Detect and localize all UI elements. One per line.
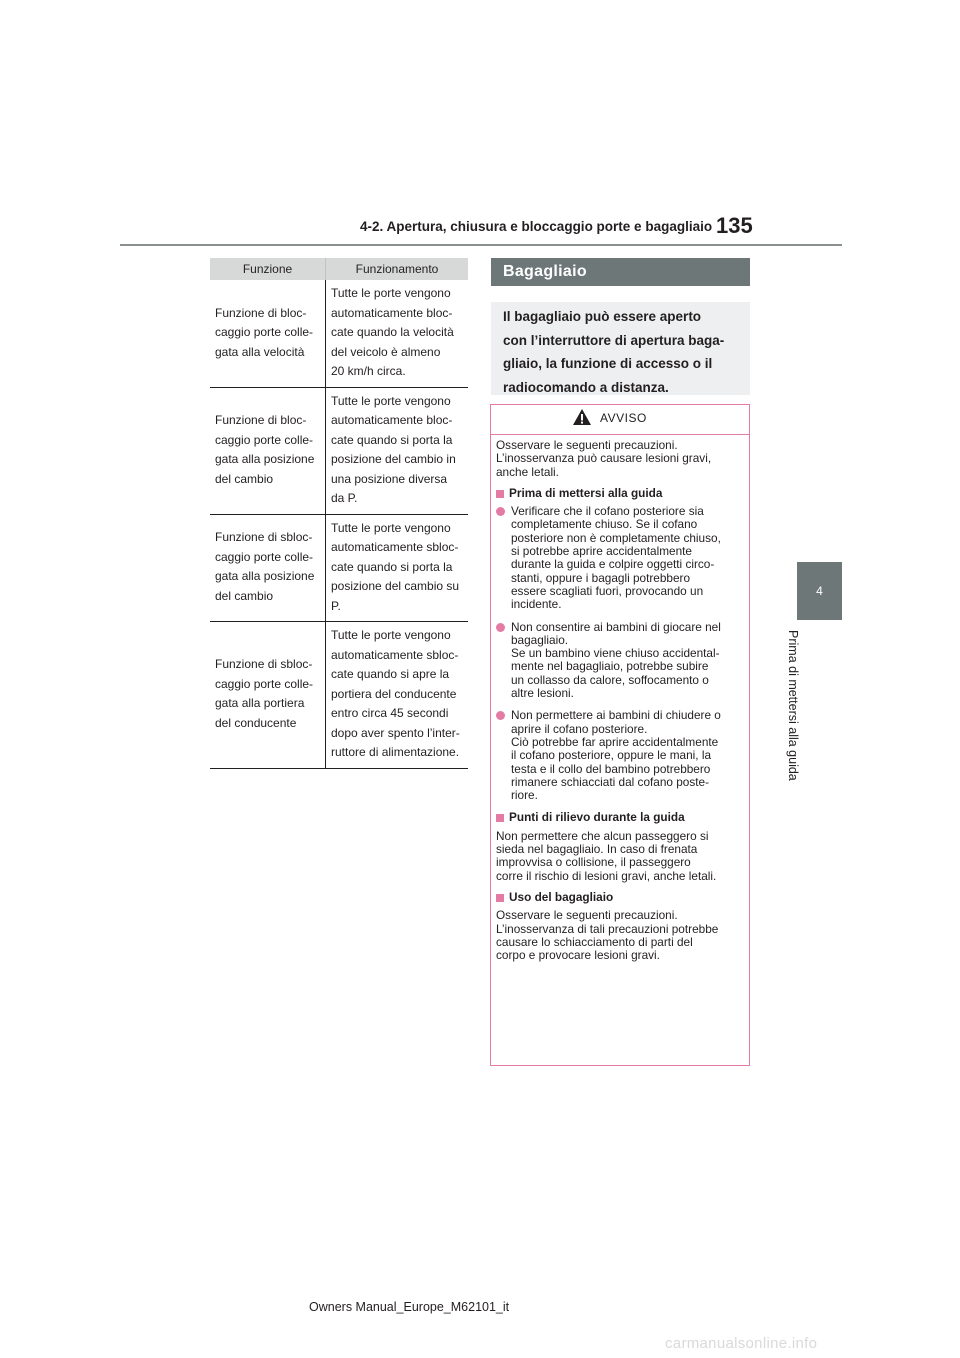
header-rule [120, 244, 842, 246]
table-row [210, 622, 468, 769]
bullet-item [496, 621, 743, 701]
table-cell-operation: Tutte le porte vengono automaticamente bloc- cate quando la velocità del veicolo è almeno 20 km/h circa. [326, 280, 469, 387]
table-cell-function: Funzione di bloc- caggio porte colle- gata alla posizione del cambio [210, 387, 326, 514]
table-row [210, 514, 468, 622]
circle-bullet-icon [496, 711, 505, 720]
document-id: Owners Manual_Europe_M62101_it [309, 1300, 510, 1314]
table-cell-function: Funzione di bloc- caggio porte colle- gata alla velocità [210, 280, 326, 387]
bullet-text: Non permettere ai bambini di chiudere o aprire il cofano posteriore. Ciò potrebbe far aprire accidentalmente il cofano posteriore, oppure le mani, la testa e il collo del bambino potrebbero rimanere schiacciati dal cofano poste- riore. [511, 708, 721, 803]
door-lock-function-table [210, 258, 468, 769]
chapter-side-label [782, 630, 806, 800]
warning-paragraph: Osservare le seguenti precauzioni. L’inosservanza di tali precauzioni potrebbe causare lo schiacciamento di parti del corpo e provocare lesioni gravi. [496, 908, 719, 963]
square-bullet-icon [496, 894, 504, 902]
square-bullet-icon [496, 490, 504, 498]
table-cell-function: Funzione di sbloc- caggio porte colle- gata alla posizione del cambio [210, 514, 326, 622]
table-header-row [210, 258, 468, 280]
warning-lead: Osservare le seguenti precauzioni. L’inosservanza può causare lesioni gravi, anche letali. [496, 438, 712, 479]
warning-triangle-icon [572, 408, 592, 426]
chapter-tab [797, 562, 842, 620]
table-row [210, 387, 468, 514]
warning-header [491, 405, 749, 435]
subheading [496, 487, 743, 500]
warning-title: AVVISO [600, 411, 647, 425]
section-heading: Bagagliaio [491, 258, 750, 286]
bullet-text: Verificare che il cofano posteriore sia completamente chiuso. Se il cofano posteriore non è completamente chiuso, si potrebbe aprire accidentalmente durante la guida e colpire oggetti circo- stanti, oppure i bagagli potrebbero essere scagliati fuori, provocando un incidente. [511, 504, 721, 612]
table-cell-operation: Tutte le porte vengono automaticamente bloc- cate quando si porta la posizione del cambio in una posizione diversa da P. [326, 387, 469, 514]
chapter-title: Prima di mettersi alla guida [786, 630, 800, 781]
column-header-function: Funzione [210, 258, 326, 280]
section-title: 4-2. Apertura, chiusura e bloccaggio porte e bagagliaio [360, 219, 713, 234]
circle-bullet-icon [496, 507, 505, 516]
watermark: carmanualsonline.info [665, 1335, 818, 1352]
subheading [496, 891, 743, 904]
warning-box [490, 404, 750, 1066]
page-number: 135 [716, 213, 753, 238]
warning-body [491, 435, 749, 962]
section-intro: Il bagagliaio può essere aperto con l’interruttore di apertura baga- gliaio, la funzione di accesso o il radiocomando a distanza. [491, 302, 750, 395]
bullet-text: Non consentire ai bambini di giocare nel bagagliaio. Se un bambino viene chiuso accidental- mente nel bagagliaio, potrebbe subire un collasso da calore, soffocamento o altre lesioni. [511, 619, 721, 701]
table-cell-operation: Tutte le porte vengono automaticamente sbloc- cate quando si apre la portiera del conducente entro circa 45 secondi dopo aver spento l’inter- ruttore di alimentazione. [326, 622, 469, 769]
column-header-operation: Funzionamento [326, 258, 469, 280]
bullet-item [496, 505, 743, 611]
table-cell-function: Funzione di sbloc- caggio porte colle- gata alla portiera del conducente [210, 622, 326, 769]
warning-paragraph: Non permettere che alcun passeggero si sieda nel bagagliaio. In caso di frenata improvvisa o collisione, il passeggero corre il rischio di lesioni gravi, anche letali. [496, 828, 717, 883]
subheading-text: Punti di rilievo durante la guida [509, 810, 685, 825]
subheading-text: Uso del bagagliaio [509, 889, 614, 904]
chapter-number: 4 [816, 584, 823, 598]
bullet-item [496, 709, 743, 802]
square-bullet-icon [496, 814, 504, 822]
table-row [210, 280, 468, 387]
circle-bullet-icon [496, 623, 505, 632]
subheading-text: Prima di mettersi alla guida [509, 485, 663, 500]
subheading [496, 811, 743, 824]
table-cell-operation: Tutte le porte vengono automaticamente sbloc- cate quando si porta la posizione del cambio su P. [326, 514, 469, 622]
